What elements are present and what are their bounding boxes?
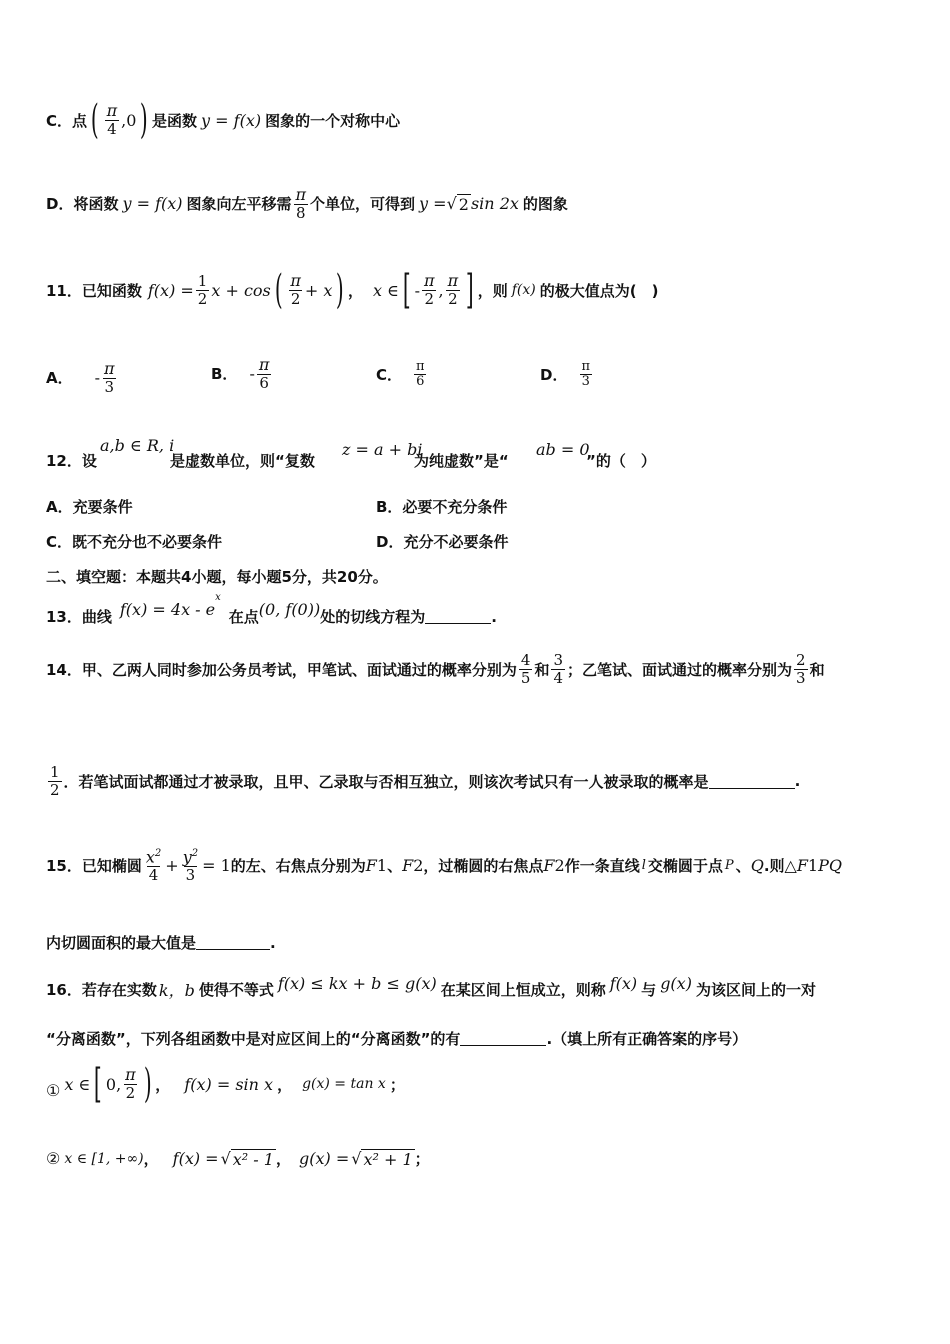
point-rest: ,0 xyxy=(121,110,137,130)
question-12-number: 12．设 xyxy=(46,452,97,470)
question-13-number: 13．曲线 xyxy=(46,608,112,626)
q12-option-c[interactable]: C．既不充分也不必要条件 xyxy=(46,533,223,551)
option-d: D．将函数 y = f(x) 图象向左平移需 $\frac{\pi}{8}$ 个单位，可得到 y = √ 2 sin 2x 的图象 xyxy=(46,185,568,222)
q12-option-b[interactable]: B．必要不充分条件 xyxy=(376,498,508,516)
q11-option-d[interactable]: D． $\frac{\pi}{3}$ xyxy=(540,359,590,390)
question-16-number: 16．若存在实数 xyxy=(46,981,157,999)
right-paren: ) xyxy=(140,97,149,143)
question-15: 15．已知椭圆 $\frac{x^2}{4}$ + $\frac{y^2}{3}$ = 1 的左、右焦点分别为 F 1 、 F 2 ，过椭圆的右焦点 F 2 作一条直线 l 交椭圆于点 P 、 Q .则 △F 1 PQ xyxy=(46,847,842,884)
option-d-label: D．将函数 xyxy=(46,195,119,214)
question-15-continued: 内切圆面积的最大值是 . xyxy=(46,933,276,952)
q12-option-a[interactable]: A．充要条件 xyxy=(46,498,133,516)
q16-item-1: ① x ∈ [ 0, $\frac{\pi}{2}$ ) ， f(x) = sin x ， g(x) = tan x ； xyxy=(46,1061,405,1107)
option-c: C．点 ( $\frac{\pi}{4}$ ,0 ) 是函数 y = f(x) 图象的一个对称中心 xyxy=(46,97,401,143)
q11-option-b[interactable]: B． - $\frac{\pi}{6}$ xyxy=(211,355,270,392)
left-paren: ( xyxy=(90,97,99,143)
question-16: 16．若存在实数 k，b 使得不等式 f(x) ≤ kx + b ≤ g(x) 在某区间上恒成立，则称 f(x) 与 g(x) 为该区间上的一对 xyxy=(46,974,816,1000)
question-15-number: 15．已知椭圆 xyxy=(46,857,142,876)
question-14: 14．甲、乙两人同时参加公务员考试，甲笔试、面试通过的概率分别为 $\frac{4}{5}$ 和 $\frac{3}{4}$ ；乙笔试、面试通过的概率分别为 $\frac{2}{3}$ 和 xyxy=(46,651,825,687)
question-11-number: 11．已知函数 xyxy=(46,281,142,300)
answer-blank-13[interactable] xyxy=(425,609,491,624)
question-14-continued: $\frac{1}{2}$ ．若笔试面试都通过才被录取，且甲、乙录取与否相互独立，则该次考试只有一人被录取的概率是 . xyxy=(50,763,801,799)
question-11: 11．已知函数 f(x) = $\frac{1}{2}$ x + cos ( $\frac{\pi}{2}$ + x ) ， x ∈ [ - $\frac{\pi}{2}$ , $\frac{\pi}{2}$ ] ，则 f(x) 的极大值点为( ) xyxy=(46,267,659,313)
option-c-label: C．点 xyxy=(46,111,88,130)
answer-blank-14[interactable] xyxy=(709,774,795,789)
shift-fraction: $\frac{\pi}{8}$ xyxy=(295,185,307,222)
q11-option-a[interactable]: A． - $\frac{\pi}{3}$ xyxy=(46,359,115,396)
q12-option-d[interactable]: D．充分不必要条件 xyxy=(376,533,509,551)
question-12: 12．设 a,b ∈ R, i 是虚数单位，则“复数 z = a + bi 为纯虚数”是“ ab = 0 ”的（ ） xyxy=(46,436,656,470)
q16-item-2: ② x ∈ [1, +∞) ， f(x) = √ x² - 1 ， g(x) = √ x² + 1 ； xyxy=(46,1149,430,1169)
point-fraction: $\frac{\pi}{4}$ xyxy=(106,101,118,139)
question-14-text: 14．甲、乙两人同时参加公务员考试，甲笔试、面试通过的概率分别为 xyxy=(46,660,517,679)
q11-option-c[interactable]: C． $\frac{\pi}{6}$ xyxy=(376,359,425,390)
question-16-continued: “分离函数”，下列各组函数中是对应区间上的“分离函数”的有 .（填上所有正确答案的序号） xyxy=(46,1030,748,1048)
section-heading: 二、填空题：本题共4小题，每小题5分，共20分。 xyxy=(46,568,388,586)
question-13: 13．曲线 f(x) = 4x - e $^x$ 在点 (0, f(0)) 处的切线方程为 . xyxy=(46,592,497,626)
function-expr: y = f(x) xyxy=(201,110,262,130)
answer-blank-16[interactable] xyxy=(460,1031,546,1046)
answer-blank-15[interactable] xyxy=(196,935,270,950)
